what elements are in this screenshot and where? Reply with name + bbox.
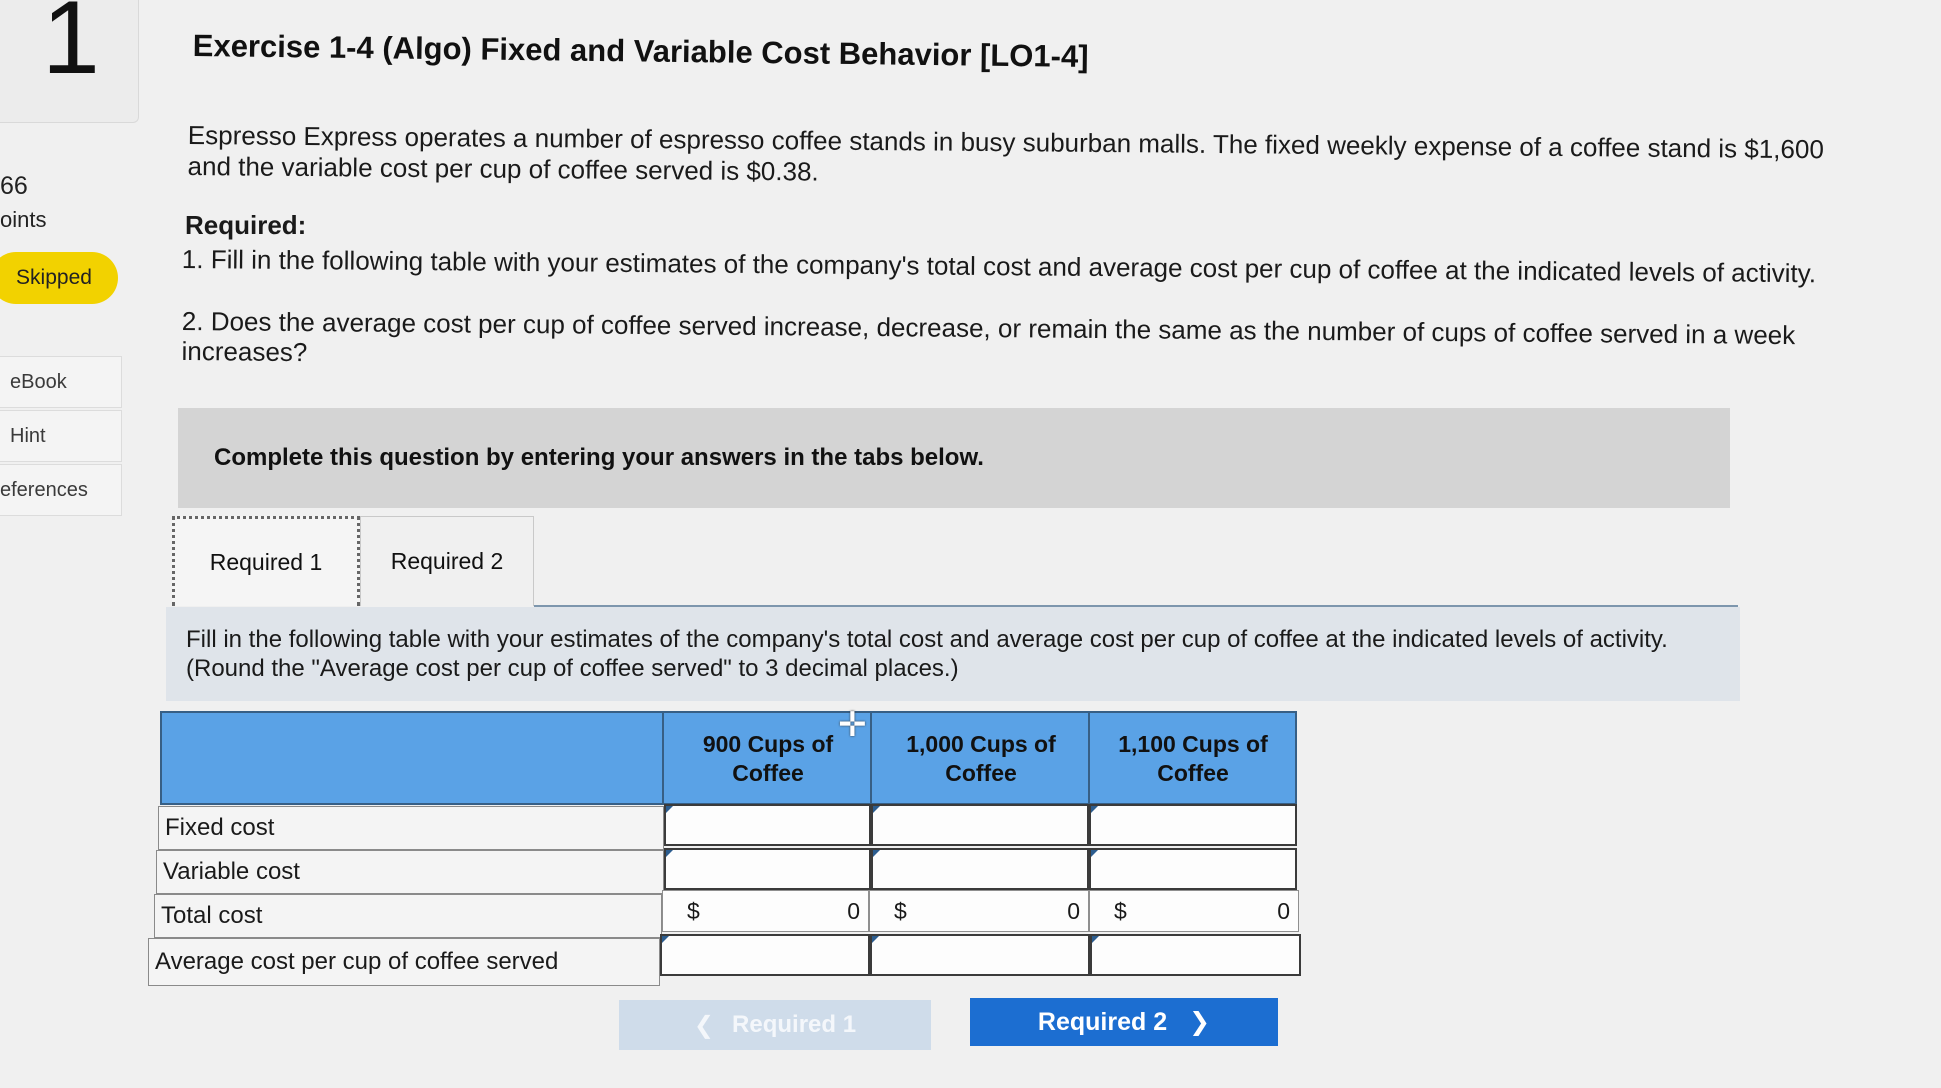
- total-cost-value-1000: 0: [1067, 897, 1080, 924]
- column-header-900: 900 Cups of Coffee: [702, 731, 834, 786]
- complete-question-banner: [178, 408, 1730, 508]
- total-cost-value-900: 0: [847, 897, 860, 924]
- previous-required-button[interactable]: [619, 1000, 931, 1050]
- points-value: 66: [0, 172, 28, 200]
- total-cost-cell-900: [662, 890, 869, 932]
- row-label-fixed-cost: Fixed cost: [158, 806, 664, 850]
- chevron-right-icon: ❯: [1189, 1008, 1211, 1036]
- chevron-left-icon: ❮: [693, 1011, 715, 1039]
- sidebar-item-hint[interactable]: Hint: [0, 410, 122, 462]
- next-required-button[interactable]: [970, 998, 1278, 1046]
- instructions-box: [166, 607, 1740, 701]
- row-label-total-cost: Total cost: [154, 894, 662, 938]
- total-cost-cell-1000: [869, 890, 1089, 932]
- variable-cost-input-1100[interactable]: [1089, 848, 1297, 890]
- tab-required-2[interactable]: Required 2: [360, 516, 534, 606]
- currency-symbol: $: [687, 897, 700, 924]
- tab-required-1[interactable]: Required 1: [172, 516, 360, 606]
- exercise-intro: Espresso Express operates a number of espresso coffee stands in busy suburban malls. The fixed weekly expense of a coffee stand is $1,600 and the variable cost per cup of coffee served is $0.38.: [187, 120, 1825, 187]
- column-header-1000: 1,000 Cups of Coffee: [906, 731, 1056, 786]
- total-cost-value-1100: 0: [1277, 897, 1290, 924]
- average-cost-input-1000[interactable]: [870, 934, 1090, 976]
- row-label-variable-cost: Variable cost: [156, 850, 664, 894]
- instructions-note: (Round the "Average cost per cup of coffee served" to 3 decimal places.): [186, 655, 959, 682]
- fixed-cost-input-1000[interactable]: [871, 804, 1089, 846]
- required-item-2: 2. Does the average cost per cup of coffee served increase, decrease, or remain the same as the number of cups of coffee served in a week increases?: [181, 306, 1796, 368]
- currency-symbol: $: [894, 897, 907, 924]
- header-divider: [662, 711, 664, 805]
- sidebar-item-ebook[interactable]: eBook: [0, 356, 122, 408]
- fixed-cost-input-900[interactable]: [664, 804, 871, 846]
- variable-cost-input-900[interactable]: [664, 848, 871, 890]
- total-cost-cell-1100: [1089, 890, 1299, 932]
- average-cost-input-900[interactable]: [660, 934, 870, 976]
- required-item-1: 1. Fill in the following table with your estimates of the company's total cost and average cost per cup of coffee at the indicated levels of activity.: [181, 244, 1817, 289]
- points-label: oints: [0, 207, 47, 232]
- exercise-title: Exercise 1-4 (Algo) Fixed and Variable Cost Behavior [LO1-4]: [192, 28, 1089, 74]
- question-number: 1: [42, 0, 100, 96]
- variable-cost-input-1000[interactable]: [871, 848, 1089, 890]
- fixed-cost-input-1100[interactable]: [1089, 804, 1297, 846]
- complete-question-text: Complete this question by entering your answers in the tabs below.: [214, 444, 984, 471]
- row-label-average-cost: Average cost per cup of coffee served: [148, 938, 660, 986]
- instructions-text: Fill in the following table with your estimates of the company's total cost and average cost per cup of coffee at the indicated levels of activity.: [186, 626, 1668, 653]
- header-divider: [1088, 711, 1090, 805]
- sidebar-item-references[interactable]: eferences: [0, 464, 122, 516]
- plus-cursor-icon: ✛: [838, 706, 867, 744]
- skipped-status-badge: Skipped: [0, 252, 118, 304]
- previous-required-label: Required 1: [732, 1011, 857, 1038]
- required-heading: Required:: [185, 210, 307, 240]
- header-divider: [870, 711, 872, 805]
- next-required-label: Required 2: [1037, 1007, 1168, 1036]
- column-header-1100: 1,100 Cups of Coffee: [1118, 731, 1268, 786]
- currency-symbol: $: [1114, 897, 1127, 924]
- average-cost-input-1100[interactable]: [1090, 934, 1301, 976]
